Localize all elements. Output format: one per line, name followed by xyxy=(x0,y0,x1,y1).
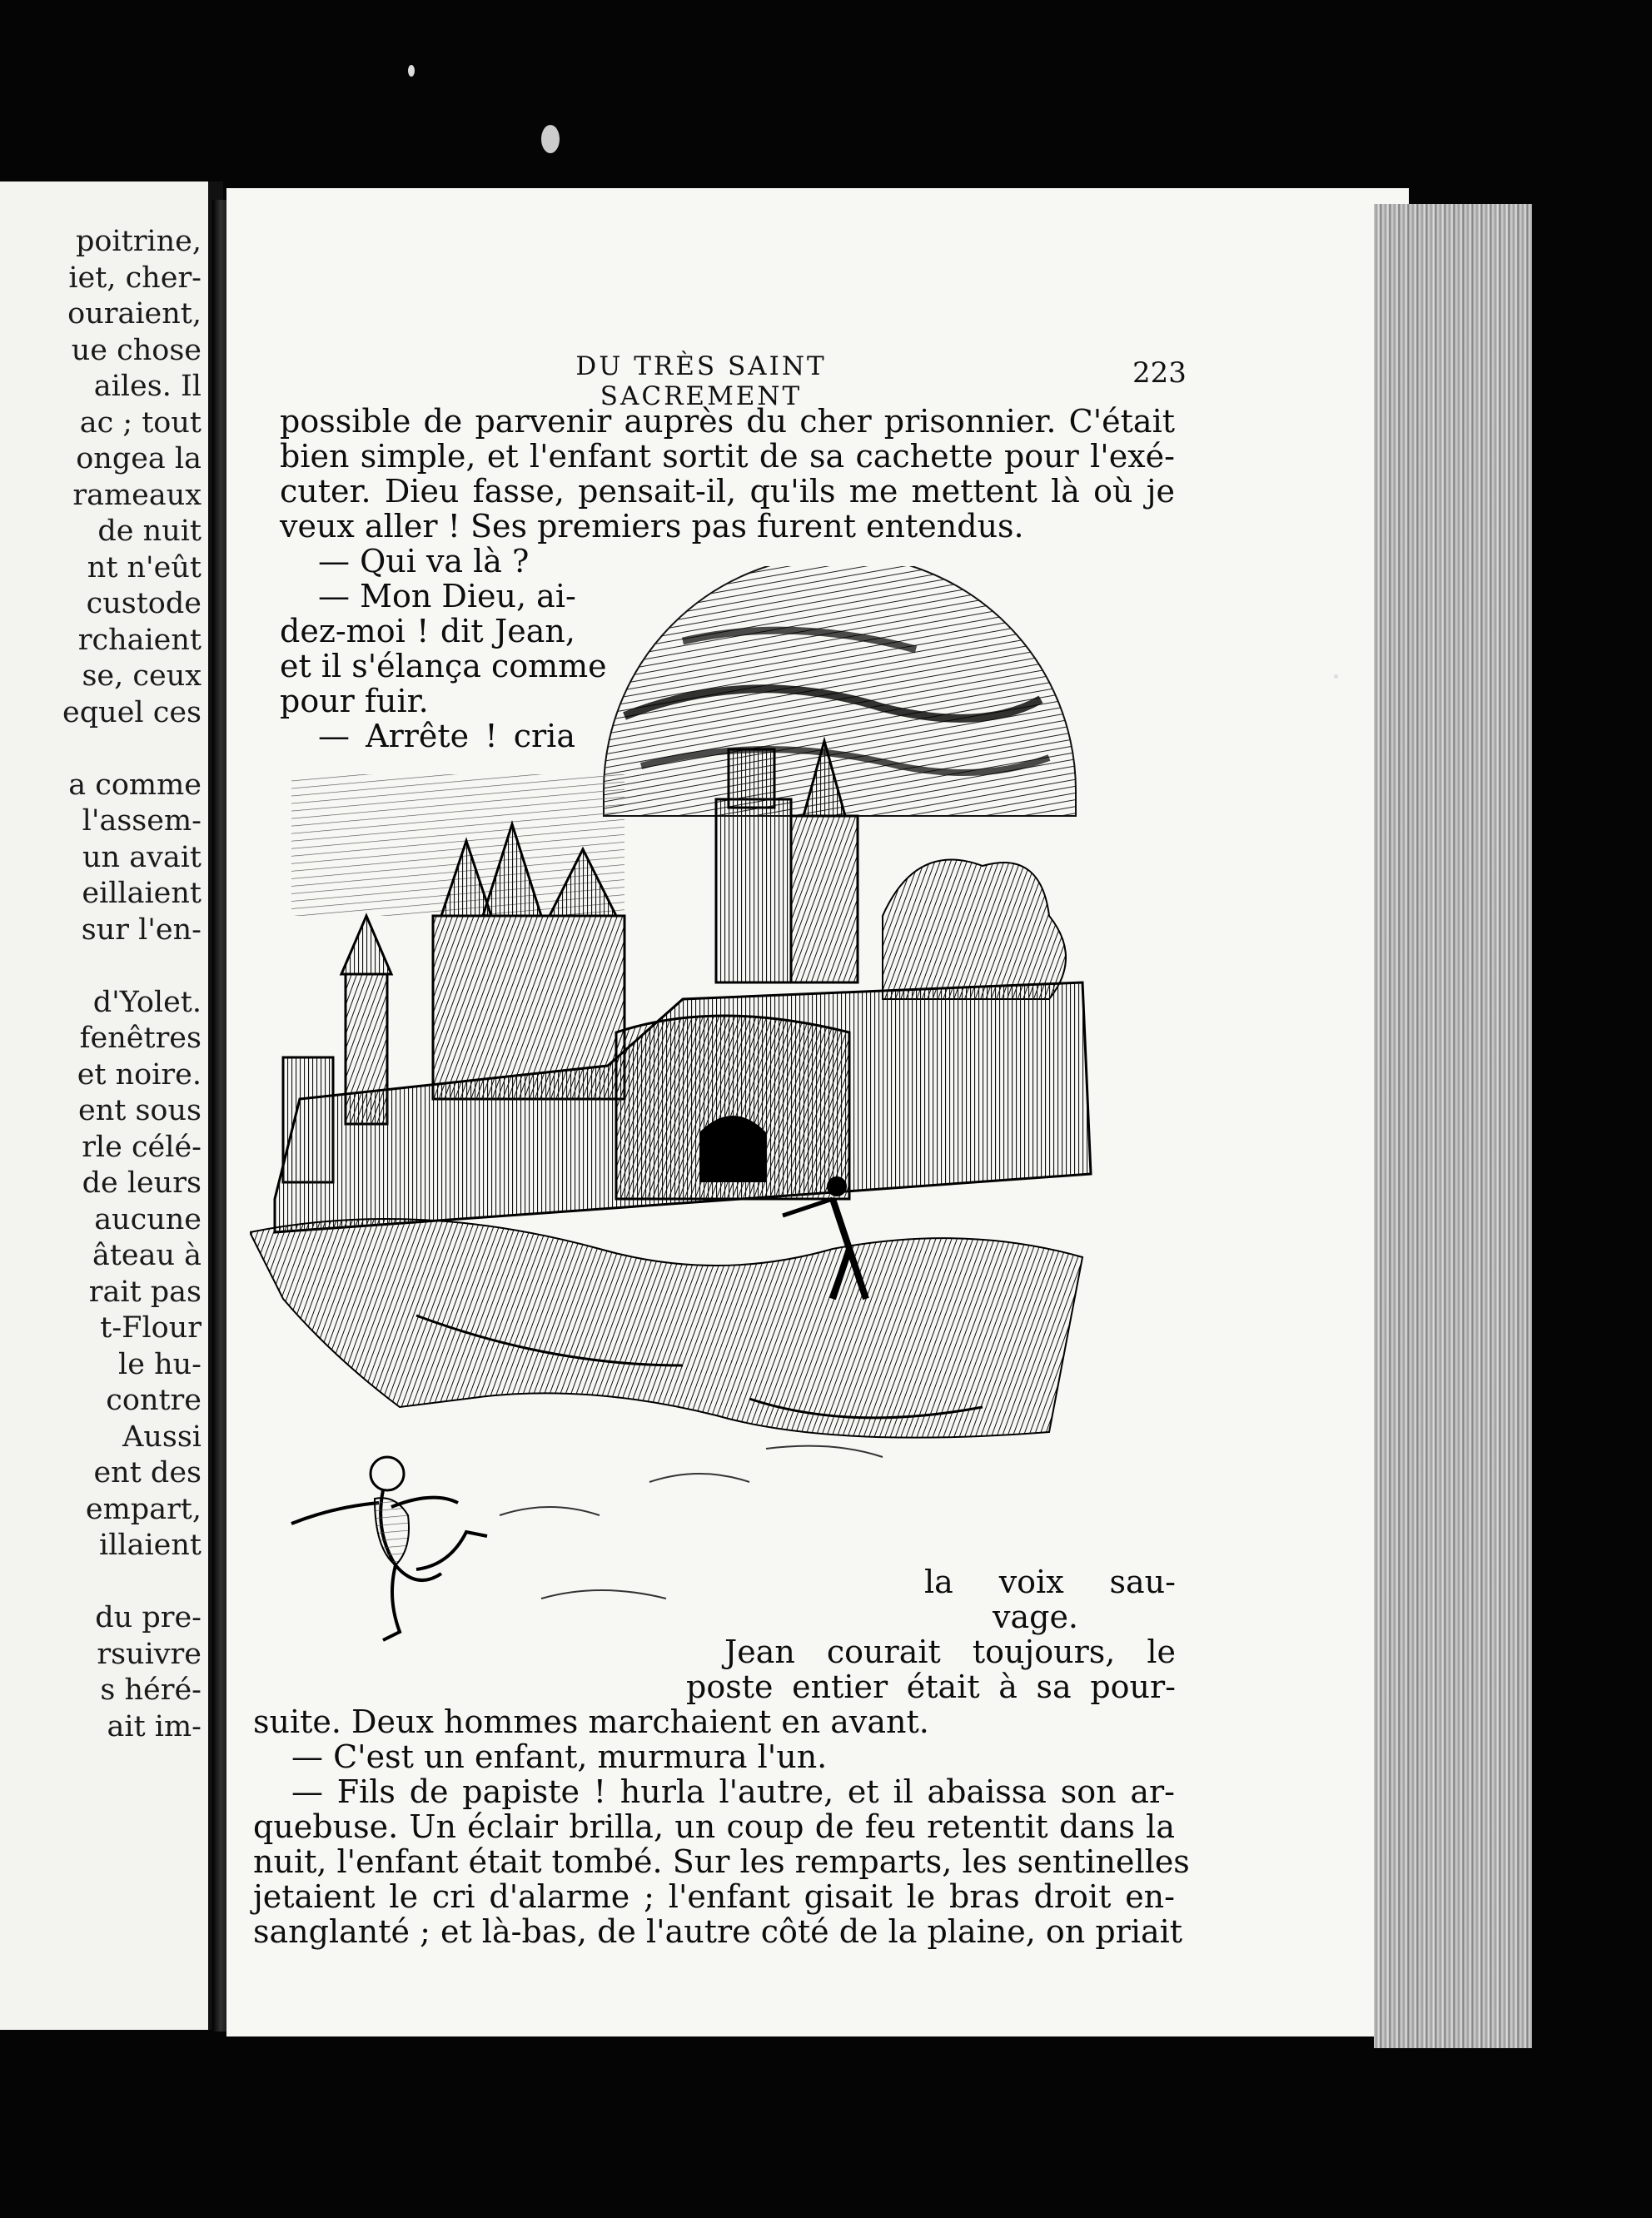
text-line: veux aller ! Ses premiers pas furent entendus. xyxy=(280,508,1024,545)
text-line: quebuse. Un éclair brilla, un coup de feu retentit dans la xyxy=(253,1808,1175,1845)
text-line: — Arrête ! cria xyxy=(318,718,575,754)
left-page-text-line: âteau à xyxy=(92,1239,202,1272)
left-page-text-line: poitrine, xyxy=(75,225,202,258)
left-page-text-line: rle célé- xyxy=(82,1130,202,1164)
left-page-text-line: de nuit xyxy=(97,515,202,548)
left-page-text-line: d'Yolet. xyxy=(92,985,202,1019)
left-page-text-line: iet, cher- xyxy=(68,261,202,295)
page-edges xyxy=(1374,204,1532,2048)
left-page-text-line: rait pas xyxy=(88,1275,202,1309)
text-line: la voix sau- xyxy=(924,1564,1176,1600)
left-page-text-line: nt n'eût xyxy=(87,550,202,584)
left-page-text-line: rchaient xyxy=(77,623,202,657)
text-line: vage. xyxy=(993,1599,1079,1635)
left-page-text-line: rameaux xyxy=(72,478,202,512)
left-page-text-line: a comme xyxy=(68,768,202,802)
left-page-text-line: ent sous xyxy=(78,1094,202,1127)
text-line: — Fils de papiste ! hurla l'autre, et il abaissa son ar- xyxy=(291,1773,1175,1810)
left-page-text-line: custode xyxy=(86,587,202,620)
text-line: et il s'élança comme xyxy=(280,648,607,684)
left-page-text-line: s héré- xyxy=(100,1673,202,1707)
castle-engraving-illustration xyxy=(250,566,1182,1665)
left-page-text-line: le hu- xyxy=(118,1347,202,1381)
left-page-text-line: du pre- xyxy=(95,1601,202,1634)
text-line: cuter. Dieu fasse, pensait-il, qu'ils me mettent là où je xyxy=(280,473,1175,510)
dialogue-line: — C'est un enfant, murmura l'un. xyxy=(291,1738,828,1775)
left-page-text-line: empart, xyxy=(85,1492,202,1526)
left-page-text-line: aucune xyxy=(94,1202,202,1236)
left-page-text-line: ouraient, xyxy=(67,297,202,331)
left-page-text-line: ent des xyxy=(93,1456,202,1489)
text-line: pour fuir. xyxy=(280,683,429,719)
left-page-text-line: un avait xyxy=(82,840,202,874)
dust-speck xyxy=(541,125,560,153)
text-line: dez-moi ! dit Jean, xyxy=(280,613,575,649)
text-line: possible de parvenir auprès du cher prisonnier. C'était xyxy=(280,403,1175,440)
text-line: Jean courait toujours, le xyxy=(724,1634,1176,1670)
left-page-text-line: et noire. xyxy=(77,1057,202,1092)
text-line: — Mon Dieu, ai- xyxy=(318,578,576,614)
left-page-text-line: Aussi xyxy=(122,1420,202,1454)
page-number: 223 xyxy=(1132,356,1187,390)
left-page-text-line: ongea la xyxy=(76,442,202,475)
left-page-text-line: contre xyxy=(106,1384,202,1417)
dust-speck xyxy=(1334,674,1338,679)
left-page-text-line: illaient xyxy=(99,1529,202,1562)
left-page-text-line: eillaient xyxy=(82,877,202,910)
text-line: bien simple, et l'enfant sortit de sa cachette pour l'exé- xyxy=(280,438,1175,475)
text-line: sanglanté ; et là-bas, de l'autre côté de la plaine, on priait xyxy=(253,1913,1183,1950)
text-line: nuit, l'enfant était tombé. Sur les remparts, les sentinelles xyxy=(253,1843,1190,1880)
left-page-text-line: l'assem- xyxy=(82,804,202,838)
running-head: DU TRÈS SAINT SACREMENT xyxy=(575,351,827,411)
left-page-text-line: ailes. Il xyxy=(93,370,202,403)
left-page-text-line: se, ceux xyxy=(82,659,202,693)
left-page-text-line: fenêtres xyxy=(79,1022,202,1055)
left-page-text-line: ue chose xyxy=(71,333,202,367)
left-page-text-line: de leurs xyxy=(82,1166,202,1200)
dialogue-line: — Qui va là ? xyxy=(318,543,530,579)
dust-speck xyxy=(408,65,415,77)
text-line: jetaient le cri d'alarme ; l'enfant gisait le bras droit en- xyxy=(253,1878,1175,1915)
left-page-text-line: equel ces xyxy=(62,695,202,729)
left-page-text-line: ac ; tout xyxy=(79,405,202,440)
left-page xyxy=(0,182,223,2030)
left-page-text-line: ait im- xyxy=(107,1709,202,1743)
text-line: poste entier était à sa pour- xyxy=(686,1668,1176,1705)
left-page-text-line: rsuivre xyxy=(97,1637,202,1671)
left-page-text-line: t-Flour xyxy=(100,1311,202,1345)
left-page-text-line: sur l'en- xyxy=(81,913,202,947)
text-line: suite. Deux hommes marchaient en avant. xyxy=(253,1703,929,1740)
